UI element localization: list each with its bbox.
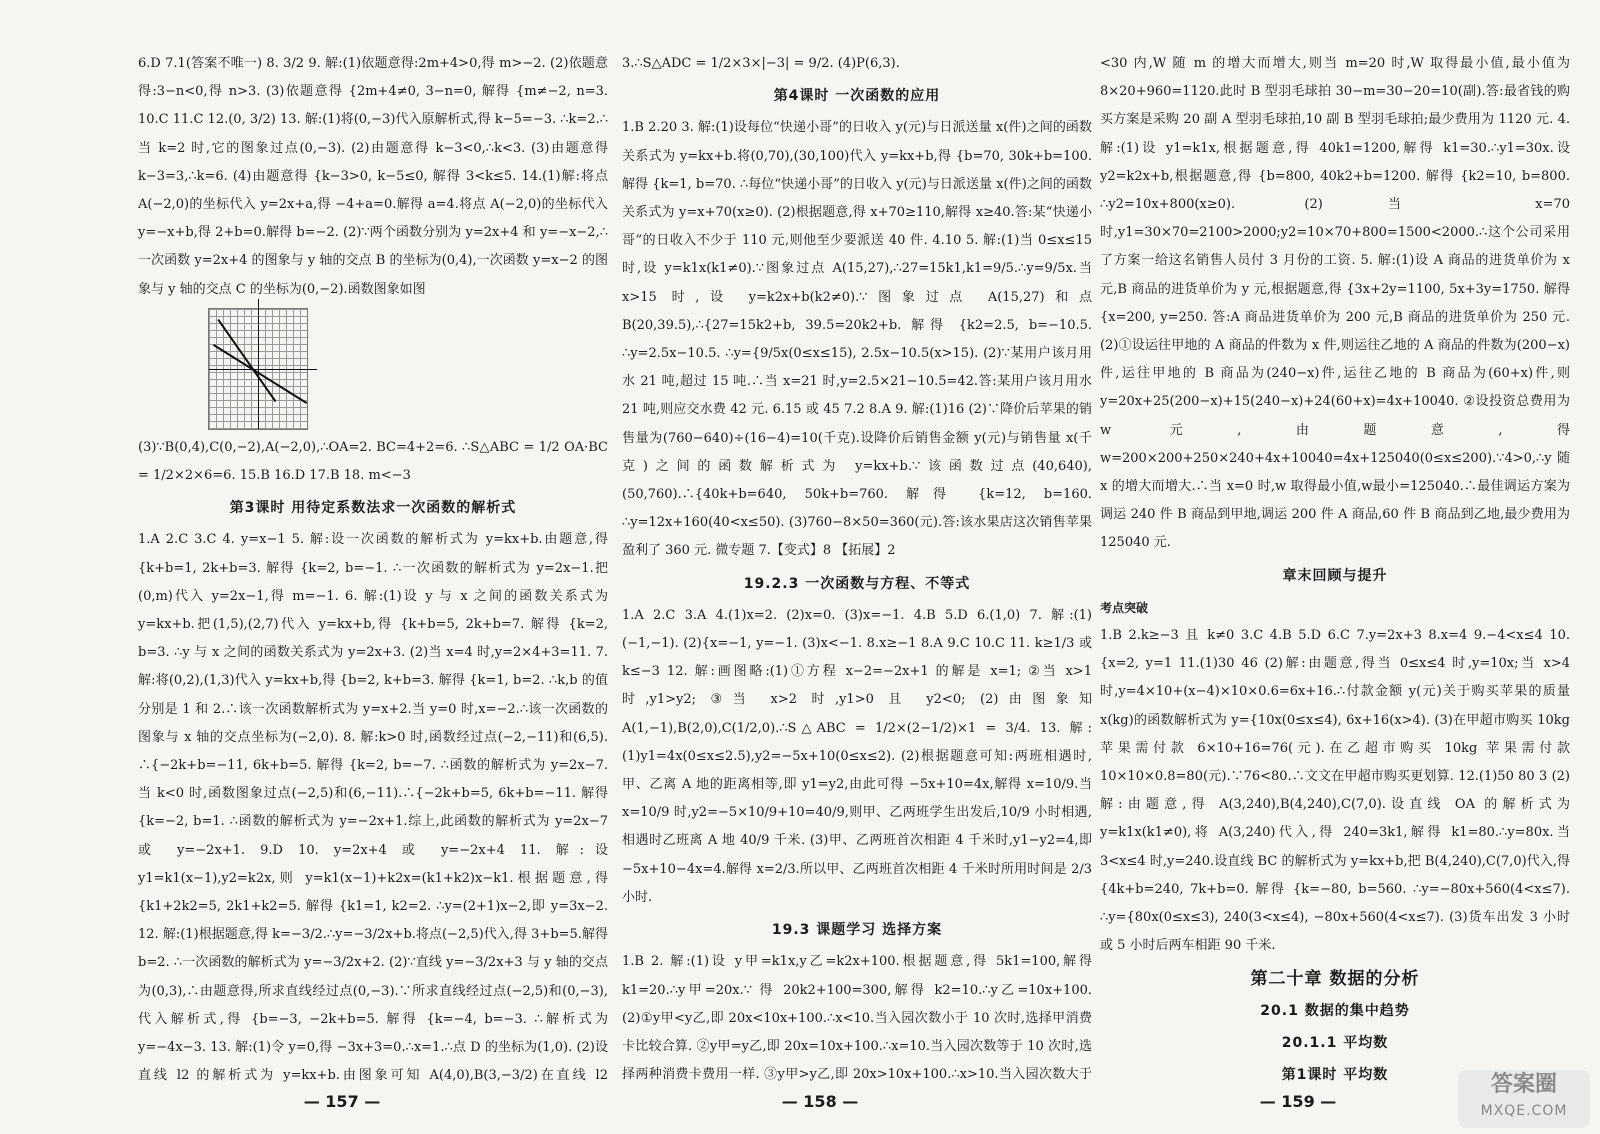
answer-paragraph: 1.B 2.k≥−3 且 k≠0 3.C 4.B 5.D 6.C 7.y=2x+3 8.x=4 9.−4<x≤4 10.{x=2, y=1 11.(1)30 46 (2)解:由题意,得当 0≤x≤4 时,y=10x;当 x>4 时,y=4×10+(x−4)×10×0.6=6x+16.∴付款金额 y(元)关于购买苹果的质量 x(kg)的函数解析式为 y={10x(0≤x≤4), 6x+16(x>4). (3)在甲超市购买 10kg 苹果需付款 6×10+16=76(元).在乙超市购买 10kg 苹果需付款 10×10×0.8=80(元).∵76<80.∴文文在甲超市购买更划算. 12.(1)50 80 3 (2)解:由题意,得 A(3,240),B(4,240),C(7,0).设直线 OA 的解析式为 y=k1x(k1≠0),将 A(3,240)代入,得 240=3k1,解得 k1=80.∴y=80x.当 3<x≤4 时,y=240.设直线 BC 的解析式为 y=kx+b,把 B(4,240),C(7,0)代入,得 {4k+b=240, 7k+b=0. 解得 {k=−80, b=560. ∴y=−80x+560(4<x≤7). ∴y={80x(0≤x≤3), 240(3<x≤4), −80x+560(4<x≤7). (3)货车出发 3 小时或 5 小时后两车相距 90 千米. — [1100, 628, 1570, 954]
section-heading: 第4课时 一次函数的应用 — [773, 88, 941, 105]
page-number: — 159 — — [1259, 1092, 1337, 1111]
page-number: — 158 — — [781, 1092, 859, 1111]
answer-paragraph: <30 内,W 随 m 的增大而增大,则当 m=20 时,W 取得最小值,最小值为 8×20+960=1120.此时 B 型羽毛球拍 30−m=30−20=10(副).答:最省钱的购买方案是采购 20 副 A 型羽毛球拍,10 副 B 型羽毛球拍;最少费用为 1120 元. 4. 解:(1)设 y1=k1x,根据题意,得 40k1=1200,解得 k1=30.∴y1=30x.设 y2=k2x+b,根据题意,得 {b=800, 40k2+b=1200. 解得 {k2=10, b=800. ∴y2=10x+800(x≥0). (2)当 x=70 时,y1=30×70=2100>2000;y2=10×70+800=1500<2000.∴这个公司采用了方案一给这名销售人员付 3 月份的工资. 5. 解:(1)设 A 商品的进货单价为 x 元,B 商品的进货单价为 y 元,根据题意,得 {3x+2y=1100, 5x+3y=1750. 解得 {x=200, y=250. 答:A 商品进货单价为 200 元,B 商品的进货单价为 250 元. (2)①设运往甲地的 A 商品的件数为 x 件,则运往乙地的 A 商品的件数为(200−x)件,运往甲地的 B 商品为(240−x)件,运往乙地的 B 商品为(60+x)件,则 y=20x+25(200−x)+15(240−x)+24(60+x)=4x+10040. ②设投资总费用为 w 元,由题意,得 w=200×200+250×240+4x+10040=4x+125040(0≤x≤200).∵4>0,∴y 随 x 的增大而增大.∴当 x=0 时,w 取得最小值,w最小=125040.∴最佳调运方案为调运 240 件 B 商品到甲地,调运 200 件 A 商品,60 件 B 商品到乙地,最少费用为 125040 元. — [1100, 56, 1570, 551]
answer-paragraph: 1.B 2.20 3. 解:(1)设每位“快递小哥”的日收入 y(元)与日派送量 x(件)之间的函数关系式为 y=kx+b.将(0,70),(30,100)代入 y=kx+b,得 {b=70, 30k+b=100. 解得 {k=1, b=70. ∴每位“快递小哥”的日收入 y(元)与日派送量 x(件)之间的函数关系式为 y=x+70(x≥0). (2)根据题意,得 x+70≥110,解得 x≥40.答:某“快递小哥”的日收入不少于 110 元,则他至少要派送 40 件. 4.10 5. 解:(1)当 0≤x≤15 时,设 y=k1x(k1≠0).∵图象过点 A(15,27),∴27=15k1,k1=9/5.∴y=9/5x.当 x>15 时,设 y=k2x+b(k2≠0).∵图象过点 A(15,27)和点 B(20,39.5),∴{27=15k2+b, 39.5=20k2+b. 解得 {k2=2.5, b=−10.5. ∴y=2.5x−10.5. ∴y={9/5x(0≤x≤15), 2.5x−10.5(x>15). (2)∵某用户该月用水 21 吨,超过 15 吨.∴当 x=21 时,y=2.5×21−10.5=42.答:某用户该月用水 21 吨,则应交水费 42 元. 6.15 或 45 7.2 8.A 9. 解:(1)16 (2)∵降价后苹果的销售量为(760−640)÷(16−4)=10(千克).设降价后销售金额 y(元)与销售量 x(千克)之间的函数解析式为 y=kx+b.∵该函数过点(40,640),(50,760).∴{40k+b=640, 50k+b=760. 解得 {k=12, b=160. ∴y=12x+160(40<x≤50). (3)760−8×50=360(元).答:该水果店这次销售苹果盈利了 360 元. 微专题 7.【变式】8 【拓展】2 — [622, 120, 1092, 559]
function-graph-figure — [208, 308, 308, 430]
section-heading: 19.3 课题学习 选择方案 — [771, 922, 943, 939]
answer-paragraph: 3.∴S△ADC = 1/2×3×|−3| = 9/2. (4)P(6,3). — [622, 56, 900, 71]
answer-paragraph: 1.A 2.C 3.C 4. y=x−1 5. 解:设一次函数的解析式为 y=kx+b.由题意,得 {k+b=1, 2k+b=3. 解得 {k=2, b=−1. ∴一次函数的解析式为 y=2x−1.把(0,m)代入 y=2x−1,得 m=−1. 6. 解:(1)设 y 与 x 之间的函数关系式为 y=kx+b.把(1,5),(2,7)代入 y=kx+b,得 {k+b=5, 2k+b=7. 解得 {k=2, b=3. ∴y 与 x 之间的函数关系式为 y=2x+3. (2)当 x=4 时,y=2×4+3=11. 7. 解:将(0,2),(1,3)代入 y=kx+b,得 {b=2, k+b=3. 解得 {k=1, b=2. ∴k,b 的值分别是 1 和 2.∴该一次函数解析式为 y=x+2.当 y=0 时,x=−2.∴该一次函数的图象与 x 轴的交点坐标为(−2,0). 8. 解:k>0 时,函数经过点(−2,−11)和(6,5). ∴{−2k+b=−11, 6k+b=5. 解得 {k=2, b=−7. ∴函数的解析式为 y=2x−7.当 k<0 时,函数图象过点(−2,5)和(6,−11).∴{−2k+b=5, 6k+b=−11. 解得 {k=−2, b=1. ∴函数的解析式为 y=−2x+1.综上,此函数的解析式为 y=2x−7 或 y=−2x+1. 9.D 10. y=2x+4 或 y=−2x+4 11. 解:设 y1=k1(x−1),y2=k2x,则 y=k1(x−1)+k2x=(k1+k2)x−k1.根据题意,得 {k1+2k2=5, 2k1+k2=5. 解得 {k1=1, k2=2. ∴y=(2+1)x−2,即 y=3x−2. 12. 解:(1)根据题意,得 k=−3/2.∴y=−3/2x+b.将点(−2,5)代入,得 3+b=5.解得 b=2. ∴一次函数的解析式为 y=−3/2x+2. (2)∵直线 y=−3/2x+3 与 y 轴的交点为(0,3),∴由题意得,所求直线经过点(0,−3).∵所求直线经过点(−2,5)和(0,−3),代入解析式,得 {b=−3, −2k+b=5. 解得 {k=−4, b=−3. ∴解析式为 y=−4x−3. 13. 解:(1)令 y=0,得 −3x+3=0.∴x=1.∴点 D 的坐标为(1,0). (2)设直线 l2 的解析式为 y=kx+b.由图象可知 A(4,0),B(3,−3/2)在直线 l2 — [138, 532, 608, 1084]
answer-paragraph: 6.D 7.1(答案不唯一) 8. 3/2 9. 解:(1)依题意得:2m+4>0,得 m>−2. (2)依题意得:3−n<0,得 n>3. (3)依题意得 {2m+4≠0, 3−n=0, 解得 {m≠−2, n=3. 10.C 11.C 12.(0, 3/2) 13. 解:(1)将(0,−3)代入原解析式,得 k−5=−3. ∴k=2.∴当 k=2 时,它的图象过点(0,−3). (2)由题意得 k−3<0,∴k<3. (3)由题意得 k−3=3,∴k=6. (4)由题意得 {k−3>0, k−5≤0, 解得 3<k≤5. 14.(1)解:将点 A(−2,0)的坐标代入 y=2x+a,得 −4+a=0.解得 a=4.将点 A(−2,0)的坐标代入 y=−x+b,得 2+b=0.解得 b=−2. (2)∵两个函数分别为 y=2x+4 和 y=−x−2,∴一次函数 y=2x+4 的图象与 y 轴的交点 B 的坐标为(0,4),一次函数 y=x−2 的图象与 y 轴的交点 C 的坐标为(0,−2).函数图象如图 — [138, 56, 608, 297]
page-number: — 157 — — [303, 1092, 381, 1111]
section-heading: 章末回顾与提升 — [1282, 567, 1388, 584]
section-heading: 第1课时 平均数 — [1281, 1067, 1389, 1084]
section-heading: 20.1.1 平均数 — [1281, 1034, 1389, 1051]
subsection-label: 考点突破 — [1100, 600, 1149, 615]
answer-paragraph: 1.B 2. 解:(1)设 y甲=k1x,y乙=k2x+100.根据题意,得 5k1=100,解得 k1=20.∴y甲=20x.∵ 得 20k2+100=300,解得 k2=10.∴y乙=10x+100. (2)①y甲<y乙,即 20x<10x+100.∴x<10.当入园次数小于 10 次时,选择甲消费卡比较合算. ②y甲=y乙,即 20x=10x+100.∴x=10.当入园次数等于 10 次时,选择两种消费卡费用一样. ③y甲>y乙,即 20x>10x+100.∴x>10.当入园次数大于 — [622, 954, 1092, 1083]
answer-paragraph: 1.A 2.C 3.A 4.(1)x=2. (2)x=0. (3)x=−1. 4.B 5.D 6.(1,0) 7. 解:(1)(−1,−1). (2){x=−1, y=−1. (3)x<−1. 8.x≥−1 8.A 9.C 10.C 11. k≥1/3 或 k≤−3 12. 解:画图略:(1)①方程 x−2=−2x+1 的解是 x=1; ②当 x>1 时,y1>y2; ③当 x>2 时,y1>0 且 y2<0; (2)由图象知 A(1,−1),B(2,0),C(1/2,0).∴S△ABC = 1/2×(2−1/2)×1 = 3/4. 13. 解:(1)y1=4x(0≤x≤2.5),y2=−5x+10(0≤x≤2). (2)根据题意可知:两班相遇时,甲、乙离 A 地的距离相等,即 y1=y2,由此可得 −5x+10=4x,解得 x=10/9.当 x=10/9 时,y2=−5×10/9+10=40/9,则甲、乙两班学生出发后,10/9 小时相遇,相遇时乙班离 A 地 40/9 千米. (3)甲、乙两班首次相距 4 千米时,y1−y2=4,即 −5x+10−4x=4.解得 x=2/3.所以甲、乙两班首次相距 4 千米时所用时间是 2/3 小时. — [622, 607, 1092, 905]
section-heading: 第3课时 用待定系数法求一次函数的解析式 — [229, 500, 517, 517]
section-heading: 20.1 数据的集中趋势 — [1260, 1002, 1410, 1019]
section-heading: 第二十章 数据的分析 — [1250, 968, 1420, 989]
page-column-157 — [138, 50, 608, 1090]
page-column-158 — [622, 50, 1092, 1090]
page-column-159 — [1100, 50, 1570, 1090]
section-heading: 19.2.3 一次函数与方程、不等式 — [743, 575, 971, 592]
answer-paragraph: (3)∵B(0,4),C(0,−2),A(−2,0),∴OA=2. BC=4+2=6. ∴S△ABC = 1/2 OA·BC = 1/2×2×6=6. 15.B 16.D 17.B 18. m<−3 — [138, 439, 608, 484]
watermark-logo: 答案圈 MXQE.COM — [1458, 1070, 1590, 1128]
